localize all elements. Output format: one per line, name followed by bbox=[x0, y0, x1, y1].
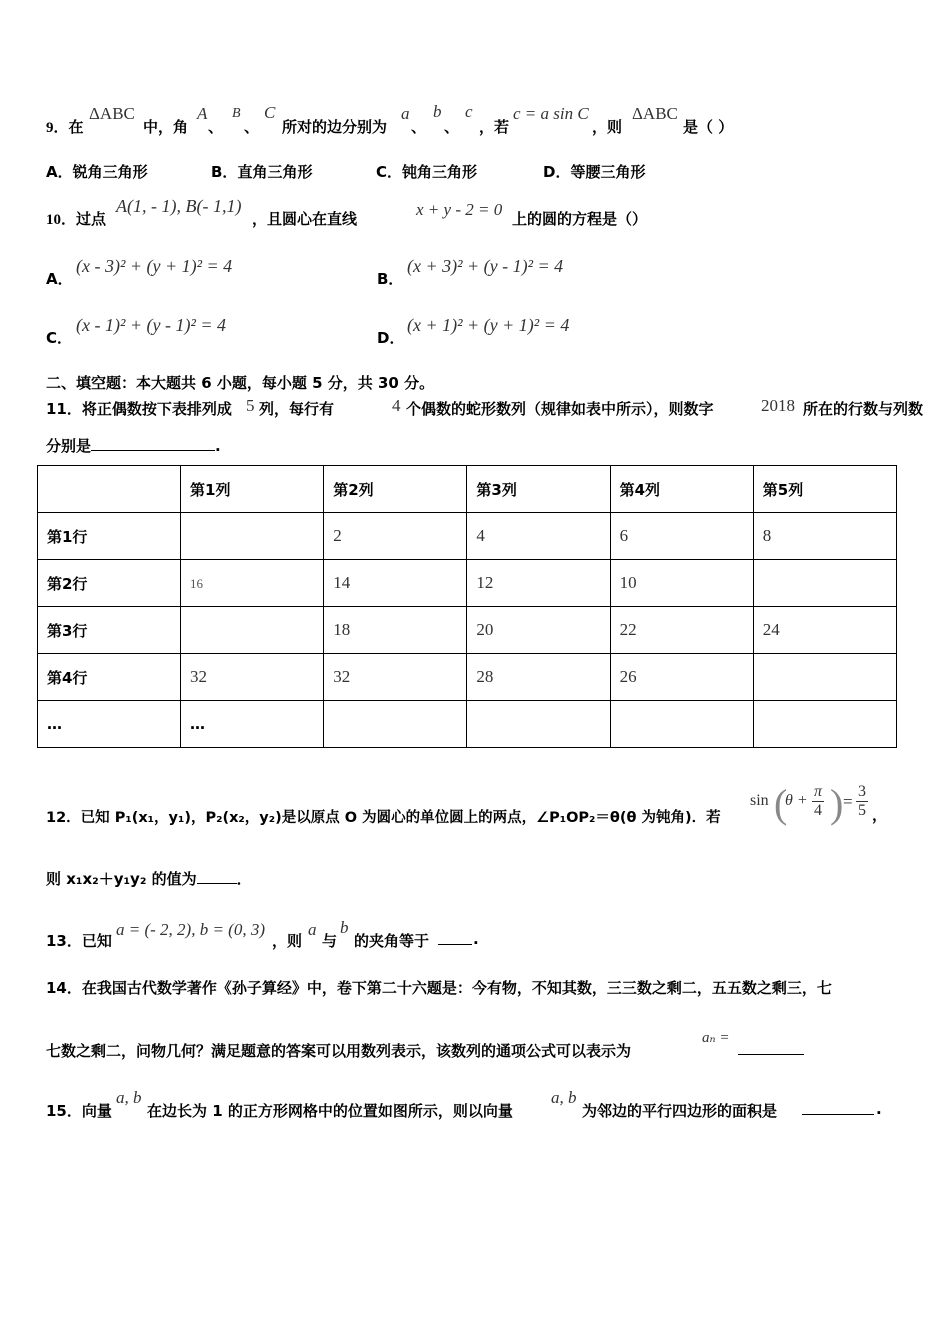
q9-angle-C: C bbox=[264, 103, 276, 122]
q13-text-2: ，则 bbox=[272, 932, 303, 950]
table-cell bbox=[753, 654, 896, 701]
table-cell: 28 bbox=[467, 654, 610, 701]
table-header-cell: 第4列 bbox=[610, 466, 753, 513]
q12-answer-prompt: 则 x₁x₂＋y₁y₂ 的值为 bbox=[46, 870, 197, 888]
q12-answer-blank[interactable] bbox=[197, 871, 237, 884]
q12-comma: ， bbox=[872, 806, 888, 824]
q12-three-fifths: $\frac{3}{5}$ bbox=[858, 783, 866, 819]
q13-text-4: 的夹角等于 bbox=[354, 932, 430, 950]
table-cell: 22 bbox=[610, 607, 753, 654]
table-row bbox=[38, 513, 897, 560]
q9-angle-B: B bbox=[232, 106, 241, 121]
q11-text-4: 所在的行数与列数 bbox=[803, 400, 924, 418]
table-cell bbox=[753, 560, 896, 607]
option-expr: (x - 3)² + (y + 1)² = 4 bbox=[76, 256, 233, 276]
q11-text-1: 11．将正偶数按下表排列成 bbox=[46, 400, 232, 418]
table-row-label: 第2行 bbox=[38, 560, 181, 607]
q12-paren-right: ) bbox=[830, 781, 844, 826]
q15-text-2: 在边长为 1 的正方形网格中的位置如图所示，则以向量 bbox=[147, 1102, 513, 1120]
q10-text-1: ，且圆心在直线 bbox=[252, 210, 358, 228]
option-label: B． bbox=[377, 270, 404, 288]
q9-side-b: b bbox=[433, 102, 442, 121]
table-cell bbox=[467, 701, 610, 748]
q14-answer-blank[interactable] bbox=[738, 1042, 804, 1055]
table-cell bbox=[610, 701, 753, 748]
section-2-heading: 二、填空题：本大题共 6 小题，每小题 5 分，共 30 分。 bbox=[46, 374, 435, 392]
q12-line-1: 12．已知 P₁(x₁，y₁)，P₂(x₂，y₂)是以原点 O 为圆心的单位圆上的两点，∠P₁OP₂＝θ(θ 为钝角)．若 bbox=[46, 810, 721, 826]
table-cell: 10 bbox=[610, 560, 753, 607]
q11-answer-prompt: 分别是 bbox=[46, 437, 92, 455]
q9-text-5: 是（ ） bbox=[683, 118, 734, 136]
table-cell bbox=[324, 701, 467, 748]
q10-text-2: 上的圆的方程是（） bbox=[512, 210, 648, 228]
q9-option-d[interactable] bbox=[543, 161, 645, 182]
table-header-cell: 第3列 bbox=[467, 466, 610, 513]
option-expr: (x - 1)² + (y - 1)² = 4 bbox=[76, 315, 227, 335]
q12-end: ． bbox=[236, 870, 252, 888]
q15-text-1: 15．向量 bbox=[46, 1102, 112, 1120]
table-row-label: 第3行 bbox=[38, 607, 181, 654]
option-label: B． bbox=[211, 163, 238, 181]
q11-text-3: 个偶数的蛇形数列（规律如表中所示），则数字 bbox=[406, 400, 714, 418]
table-cell: 32 bbox=[324, 654, 467, 701]
option-label: C． bbox=[46, 329, 73, 347]
q9-number: 9．在 bbox=[46, 120, 84, 136]
table-cell bbox=[753, 701, 896, 748]
table-header-row bbox=[38, 466, 897, 513]
table-header-cell bbox=[38, 466, 181, 513]
q9-text-4: ，则 bbox=[592, 118, 623, 136]
q14-text: 七数之剩二，问物几何？满足题意的答案可以用数列表示，该数列的通项公式可以表示为 bbox=[46, 1042, 632, 1060]
table-row-label: 第4行 bbox=[38, 654, 181, 701]
table-cell: 2 bbox=[324, 513, 467, 560]
q11-end: . bbox=[215, 437, 221, 455]
q12-sin: sin bbox=[750, 792, 769, 809]
table-row bbox=[38, 701, 897, 748]
table-cell: 20 bbox=[467, 607, 610, 654]
table-cell: … bbox=[181, 701, 324, 748]
q9-side-c: c bbox=[465, 102, 473, 121]
option-label: A． bbox=[46, 163, 73, 181]
table-cell: 4 bbox=[467, 513, 610, 560]
table-cell: 14 bbox=[324, 560, 467, 607]
option-text: 钝角三角形 bbox=[402, 163, 478, 181]
table-cell: 32 bbox=[181, 654, 324, 701]
snake-sequence-table bbox=[37, 465, 897, 748]
q9-text-3: ，若 bbox=[479, 118, 510, 136]
table-header-cell: 第5列 bbox=[753, 466, 896, 513]
q9-sep-4: 、 bbox=[444, 118, 460, 136]
q13-b: b bbox=[340, 918, 349, 937]
q12-line-2 bbox=[46, 868, 252, 889]
table-row bbox=[38, 654, 897, 701]
q15-ab: a, b bbox=[116, 1088, 142, 1107]
table-cell bbox=[181, 513, 324, 560]
q14-an: aₙ = bbox=[702, 1030, 730, 1046]
q10-number: 10．过点 bbox=[46, 212, 107, 228]
option-text: 直角三角形 bbox=[237, 163, 313, 181]
q9-side-a: a bbox=[401, 104, 410, 123]
option-text: 锐角三角形 bbox=[72, 163, 148, 181]
option-text: 等腰三角形 bbox=[570, 163, 646, 181]
q9-text-1: 中，角 bbox=[143, 118, 189, 136]
q9-option-a[interactable] bbox=[46, 161, 148, 182]
q13-end: . bbox=[473, 930, 479, 948]
q12-expression bbox=[748, 780, 888, 830]
table-cell: 16 bbox=[181, 560, 324, 607]
option-expr: (x + 3)² + (y - 1)² = 4 bbox=[407, 256, 564, 276]
table-header-cell: 第1列 bbox=[181, 466, 324, 513]
q15-end: . bbox=[876, 1100, 882, 1118]
option-label: D． bbox=[377, 329, 405, 347]
table-row-label: … bbox=[38, 701, 181, 748]
q11-target: 2018 bbox=[761, 396, 795, 415]
q11-line-2 bbox=[46, 435, 221, 456]
q9-condition: c = a sin C bbox=[513, 104, 589, 123]
q9-option-c[interactable] bbox=[376, 161, 477, 182]
table-cell: 12 bbox=[467, 560, 610, 607]
option-expr: (x + 1)² + (y + 1)² = 4 bbox=[407, 315, 570, 335]
q14-line-1: 14．在我国古代数学著作《孙子算经》中，卷下第二十六题是：今有物，不知其数，三三数之剩二，五五数之剩三，七 bbox=[46, 979, 832, 997]
table-cell: 18 bbox=[324, 607, 467, 654]
q9-sep-2: 、 bbox=[244, 118, 260, 136]
table-row-label: 第1行 bbox=[38, 513, 181, 560]
table-header-cell: 第2列 bbox=[324, 466, 467, 513]
q13-answer-blank[interactable] bbox=[438, 932, 472, 945]
q9-text-2: 所对的边分别为 bbox=[282, 118, 388, 136]
q12-pi-over-4: $\frac{\pi}{4}$ bbox=[814, 783, 823, 819]
table-cell: 6 bbox=[610, 513, 753, 560]
q10-points: A(1, - 1), B(- 1,1) bbox=[116, 196, 242, 216]
q15-text-3: 为邻边的平行四边形的面积是 bbox=[582, 1102, 778, 1120]
q13-text-1: 13．已知 bbox=[46, 932, 112, 950]
table-cell: 8 bbox=[753, 513, 896, 560]
q12-theta-plus: θ + bbox=[785, 792, 808, 809]
q9-option-b[interactable] bbox=[211, 161, 312, 182]
table-cell: 26 bbox=[610, 654, 753, 701]
q10-line: x + y - 2 = 0 bbox=[416, 200, 503, 219]
q13-a: a bbox=[308, 920, 317, 939]
table-cell bbox=[181, 607, 324, 654]
q9-triangle-2: ΔABC bbox=[632, 104, 678, 123]
q13-vectors: a = (- 2, 2), b = (0, 3) bbox=[116, 920, 265, 939]
q11-per: 4 bbox=[392, 396, 401, 415]
table-cell: 24 bbox=[753, 607, 896, 654]
option-label: C． bbox=[376, 163, 403, 181]
q15-ab-2: a, b bbox=[551, 1088, 577, 1107]
q11-answer-blank[interactable] bbox=[91, 438, 215, 451]
option-label: D． bbox=[543, 163, 571, 181]
q15-answer-blank[interactable] bbox=[802, 1102, 874, 1115]
table-row bbox=[38, 607, 897, 654]
q9-angle-A: A bbox=[197, 104, 208, 123]
q11-text-2: 列，每行有 bbox=[259, 400, 335, 418]
q11-cols: 5 bbox=[246, 396, 255, 415]
q13-text-3: 与 bbox=[322, 932, 338, 950]
q12-paren-left: ( bbox=[774, 781, 788, 826]
q9-sep-3: 、 bbox=[411, 118, 427, 136]
q9-sep-1: 、 bbox=[208, 118, 224, 136]
q9-triangle: ΔABC bbox=[89, 104, 135, 123]
table-row bbox=[38, 560, 897, 607]
q12-equals: = bbox=[843, 792, 853, 811]
option-label: A． bbox=[46, 270, 73, 288]
